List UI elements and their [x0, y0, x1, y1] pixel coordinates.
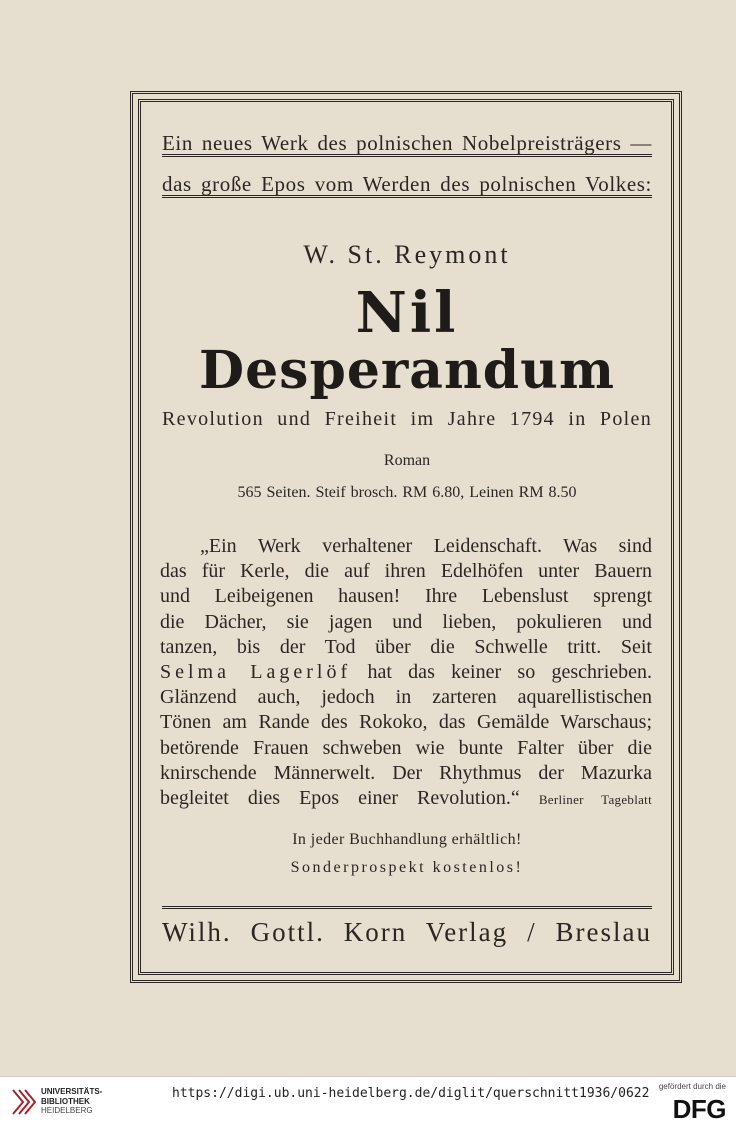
quote-last-text: begleitet dies Epos einer Revolution.“ — [160, 786, 520, 809]
quote-line — [160, 786, 652, 811]
quote-line: tanzen, bis der Tod über die Schwelle tritt. Seit — [160, 635, 652, 658]
book-subtitle: Revolution und Freiheit im Jahre 1794 in Polen — [162, 408, 652, 430]
header-line-2: das große Epos vom Werden des polnischen Volkes: — [162, 172, 652, 196]
permalink-url[interactable]: https://digi.ub.uni-heidelberg.de/diglit/querschnitt1936/0622 — [172, 1086, 650, 1101]
quote-line: das für Kerle, die auf ihren Edelhöfen unter Bauern — [160, 560, 652, 583]
quote-line: knirschende Männerwelt. Der Rhythmus der Mazurka — [160, 761, 652, 784]
publisher-name: Wilh. Gottl. Korn Verlag / Breslau — [162, 917, 652, 947]
header-line-1: Ein neues Werk des polnischen Nobelpreisträgers — — [162, 131, 652, 155]
funding-label: gefördert durch die — [658, 1082, 726, 1091]
quote-line — [160, 660, 652, 685]
university-library-name — [41, 1087, 102, 1116]
publisher-rule — [162, 906, 652, 909]
header-rule-2 — [162, 195, 652, 198]
logo-text-line-2: BIBLIOTHEK — [41, 1096, 90, 1106]
quote-line-rest: hat das keiner so geschrieben. — [367, 660, 653, 683]
university-library-logo-icon[interactable] — [10, 1086, 36, 1118]
quote-line: Tönen am Rande des Rokoko, das Gemälde Warschaus; — [160, 711, 652, 734]
price-line: 565 Seiten. Steif brosch. RM 6.80, Leinen RM 8.50 — [237, 484, 577, 501]
quote-author-name: Selma Lagerlöf — [160, 660, 352, 683]
book-genre: Roman — [383, 452, 431, 469]
book-title-line-2: Desperandum — [199, 340, 615, 401]
quote-line: und Leibeigenen hausen! Ihre Lebenslust sprengt — [160, 585, 652, 608]
logo-text-line-1: UNIVERSITÄTS- — [41, 1087, 103, 1096]
viewer-footer — [0, 1076, 736, 1129]
dfg-logo[interactable]: DFG — [672, 1094, 726, 1124]
review-quote — [160, 534, 652, 811]
logo-text-line-3: HEIDELBERG — [41, 1106, 93, 1115]
availability-line-2: Sonderprospekt kostenlos! — [290, 859, 524, 876]
header-rule-1 — [162, 154, 652, 157]
book-title-line-1: Nil — [355, 280, 459, 346]
availability-line-1: In jeder Buchhandlung erhältlich! — [292, 831, 522, 848]
quote-line: Glänzend auch, jedoch in zarteren aquarellistischen — [160, 686, 652, 709]
author-name: W. St. Reymont — [303, 240, 511, 269]
quote-source: Berliner Tageblatt — [538, 791, 652, 807]
quote-line: „Ein Werk verhaltener Leidenschaft. Was sind — [200, 535, 652, 557]
quote-line: die Dächer, sie jagen und lieben, pokulieren und — [160, 610, 652, 633]
quote-line: betörende Frauen schweben wie bunte Falter über die — [160, 736, 652, 759]
